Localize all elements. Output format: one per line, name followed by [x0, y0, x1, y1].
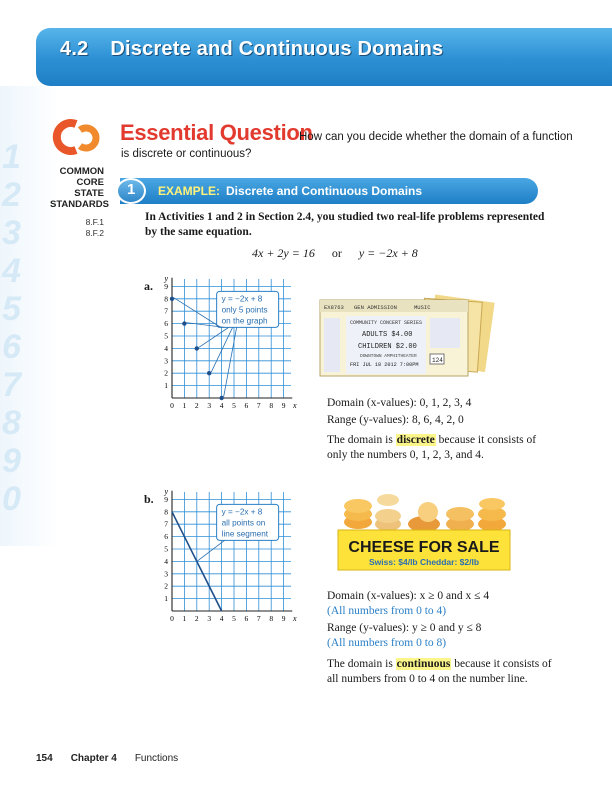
sign-prices: Swiss: $4/lb Cheddar: $2/lb — [368, 557, 480, 567]
x-tick-label: 3 — [207, 401, 212, 410]
equation-left: 4x + 2y = 16 — [252, 246, 315, 260]
deco-number: 7 — [2, 366, 21, 404]
data-point — [182, 321, 186, 325]
y-tick-label: 7 — [164, 306, 168, 316]
part-b-conclusion — [327, 657, 552, 687]
x-tick-label: 9 — [281, 401, 286, 410]
standards-line: CORE STATE — [74, 177, 104, 199]
x-tick-label: 2 — [194, 614, 199, 623]
equation-right: y = −2x + 8 — [358, 246, 418, 260]
intro-text: In Activities 1 and 2 in Section 2.4, you studied two real-life problems represented by the same equation. — [145, 211, 545, 238]
section-title-text: Discrete and Continuous Domains — [110, 38, 444, 60]
discrete-highlight: discrete — [396, 434, 435, 446]
conclusion-suffix: because it consists of all numbers from 0 to 4 on the number line. — [327, 658, 552, 685]
ticket-venue: DOWNTOWN AMPHITHEATER — [360, 354, 417, 359]
conclusion-prefix: The domain is — [327, 658, 396, 670]
section-number: 4.2 — [60, 38, 89, 60]
y-tick-label: 4 — [164, 343, 168, 353]
x-tick-label: 6 — [244, 614, 249, 623]
x-tick-label: 7 — [256, 614, 261, 623]
y-tick-label: 6 — [164, 319, 168, 329]
concert-ticket — [318, 294, 498, 380]
deco-number: 2 — [2, 176, 21, 214]
y-axis-label: y — [164, 486, 168, 496]
domain-note: (All numbers from 0 to 4) — [327, 605, 447, 617]
ticket-admission: GEN ADMISSION — [354, 304, 397, 311]
part-b-domain-note — [327, 604, 567, 619]
graph-b — [156, 486, 297, 627]
x-tick-label: 4 — [219, 614, 224, 623]
callout-line: on the graph — [221, 316, 268, 326]
deco-number: 1 — [2, 138, 21, 176]
standards-line: COMMON — [59, 166, 104, 177]
x-tick-label: 8 — [269, 401, 274, 410]
part-b-range: Range (y-values): y ≥ 0 and y ≤ 8 — [327, 622, 482, 634]
part-a-conclusion — [327, 433, 552, 463]
y-tick-label: 6 — [164, 532, 168, 542]
data-point — [207, 371, 211, 375]
y-tick-label: 1 — [164, 381, 168, 391]
standards-codes — [70, 217, 104, 239]
graph-a — [156, 273, 297, 414]
y-tick-label: 5 — [164, 331, 168, 341]
deco-number: 8 — [2, 404, 21, 442]
range-note: (All numbers from 0 to 8) — [327, 637, 447, 649]
standards-line: STANDARDS — [50, 199, 109, 210]
x-tick-label: 6 — [244, 401, 249, 410]
y-tick-label: 9 — [164, 281, 168, 291]
x-tick-label: 1 — [182, 614, 187, 623]
example-heading — [158, 184, 422, 198]
y-tick-label: 4 — [164, 556, 168, 566]
page-footer — [36, 753, 178, 764]
standard-code: 8.F.1 — [85, 217, 104, 227]
deco-number: 0 — [2, 480, 21, 518]
standards-heading — [50, 166, 109, 210]
x-tick-label: 7 — [256, 401, 261, 410]
y-tick-label: 8 — [164, 507, 168, 517]
deco-number: 9 — [2, 442, 21, 480]
callout-line: line segment — [221, 529, 269, 539]
deco-number: 6 — [2, 328, 21, 366]
equation-or: or — [331, 246, 342, 260]
deco-number: 5 — [2, 290, 21, 328]
callout-line: y = −2x + 8 — [221, 507, 263, 517]
essential-question-text: How can you decide whether the domain of a function is discrete or continuous? — [121, 131, 573, 160]
y-tick-label: 2 — [164, 368, 168, 378]
common-core-logo-icon — [52, 116, 92, 158]
y-tick-label: 3 — [164, 569, 168, 579]
y-tick-label: 8 — [164, 294, 168, 304]
part-a-range: Range (y-values): 8, 6, 4, 2, 0 — [327, 414, 464, 426]
example-tag: EXAMPLE: — [158, 184, 221, 198]
y-tick-label: 5 — [164, 544, 168, 554]
callout-line: y = −2x + 8 — [221, 294, 263, 304]
standard-code: 8.F.2 — [85, 228, 104, 238]
deco-number: 3 — [2, 214, 21, 252]
footer-chapter: Chapter 4 — [70, 753, 117, 764]
y-tick-label: 7 — [164, 519, 168, 529]
equation-line — [252, 246, 418, 261]
callout-pointer — [197, 540, 225, 561]
part-a-label: a. — [144, 279, 153, 293]
y-tick-label: 3 — [164, 356, 168, 366]
x-axis-label: x — [293, 401, 297, 410]
ticket-children: CHILDREN $2.00 — [358, 343, 417, 351]
ticket-date: FRI JUL 18 2012 7:00PM — [350, 362, 419, 368]
x-tick-label: 5 — [232, 401, 236, 410]
data-point — [219, 396, 223, 400]
example-title: Discrete and Continuous Domains — [226, 184, 423, 198]
x-tick-label: 0 — [170, 401, 174, 410]
ticket-right-box — [430, 318, 460, 348]
x-axis-label: x — [293, 614, 297, 623]
x-tick-label: 0 — [170, 614, 174, 623]
callout-line: only 5 points — [221, 305, 268, 315]
ticket-type: MUSIC — [414, 304, 431, 311]
callout-pointer — [224, 327, 237, 397]
x-tick-label: 8 — [269, 614, 274, 623]
essential-question-label: Essential Question — [120, 120, 313, 145]
y-tick-label: 2 — [164, 581, 168, 591]
part-a-domain: Domain (x-values): 0, 1, 2, 3, 4 — [327, 397, 472, 409]
ticket-event: COMMUNITY CONCERT SERIES — [350, 320, 423, 326]
data-point — [195, 346, 199, 350]
sign-title: CHEESE FOR SALE — [348, 539, 500, 556]
example-number: 1 — [127, 181, 136, 198]
x-tick-label: 9 — [281, 614, 286, 623]
continuous-highlight: continuous — [396, 658, 451, 670]
x-tick-label: 2 — [194, 401, 199, 410]
part-b-range-note — [327, 636, 567, 651]
ticket-left-column — [324, 318, 340, 372]
x-tick-label: 5 — [232, 614, 236, 623]
cheese-sale-sign — [338, 494, 510, 580]
x-tick-label: 3 — [207, 614, 212, 623]
callout-line: all points on — [221, 518, 266, 528]
page-number: 154 — [36, 753, 53, 764]
y-tick-label: 1 — [164, 594, 168, 604]
part-b-label: b. — [144, 492, 154, 506]
data-point — [170, 297, 174, 301]
footer-topic: Functions — [134, 753, 179, 764]
y-axis-label: y — [164, 273, 168, 283]
conclusion-suffix: because it consists of only the numbers 0, 1, 2, 3, and 4. — [327, 434, 537, 461]
ticket-adults: ADULTS $4.00 — [362, 331, 413, 339]
part-b-domain: Domain (x-values): x ≥ 0 and x ≤ 4 — [327, 590, 490, 602]
x-tick-label: 1 — [182, 401, 187, 410]
ticket-seat: 124 — [432, 357, 443, 364]
x-tick-label: 4 — [219, 401, 224, 410]
section-title — [60, 38, 443, 61]
y-tick-label: 9 — [164, 494, 168, 504]
ticket-code: EX8763 — [324, 304, 344, 311]
conclusion-prefix: The domain is — [327, 434, 396, 446]
callout-pointer — [174, 298, 221, 328]
deco-number: 4 — [2, 252, 21, 290]
cheese-stacks — [344, 494, 506, 532]
